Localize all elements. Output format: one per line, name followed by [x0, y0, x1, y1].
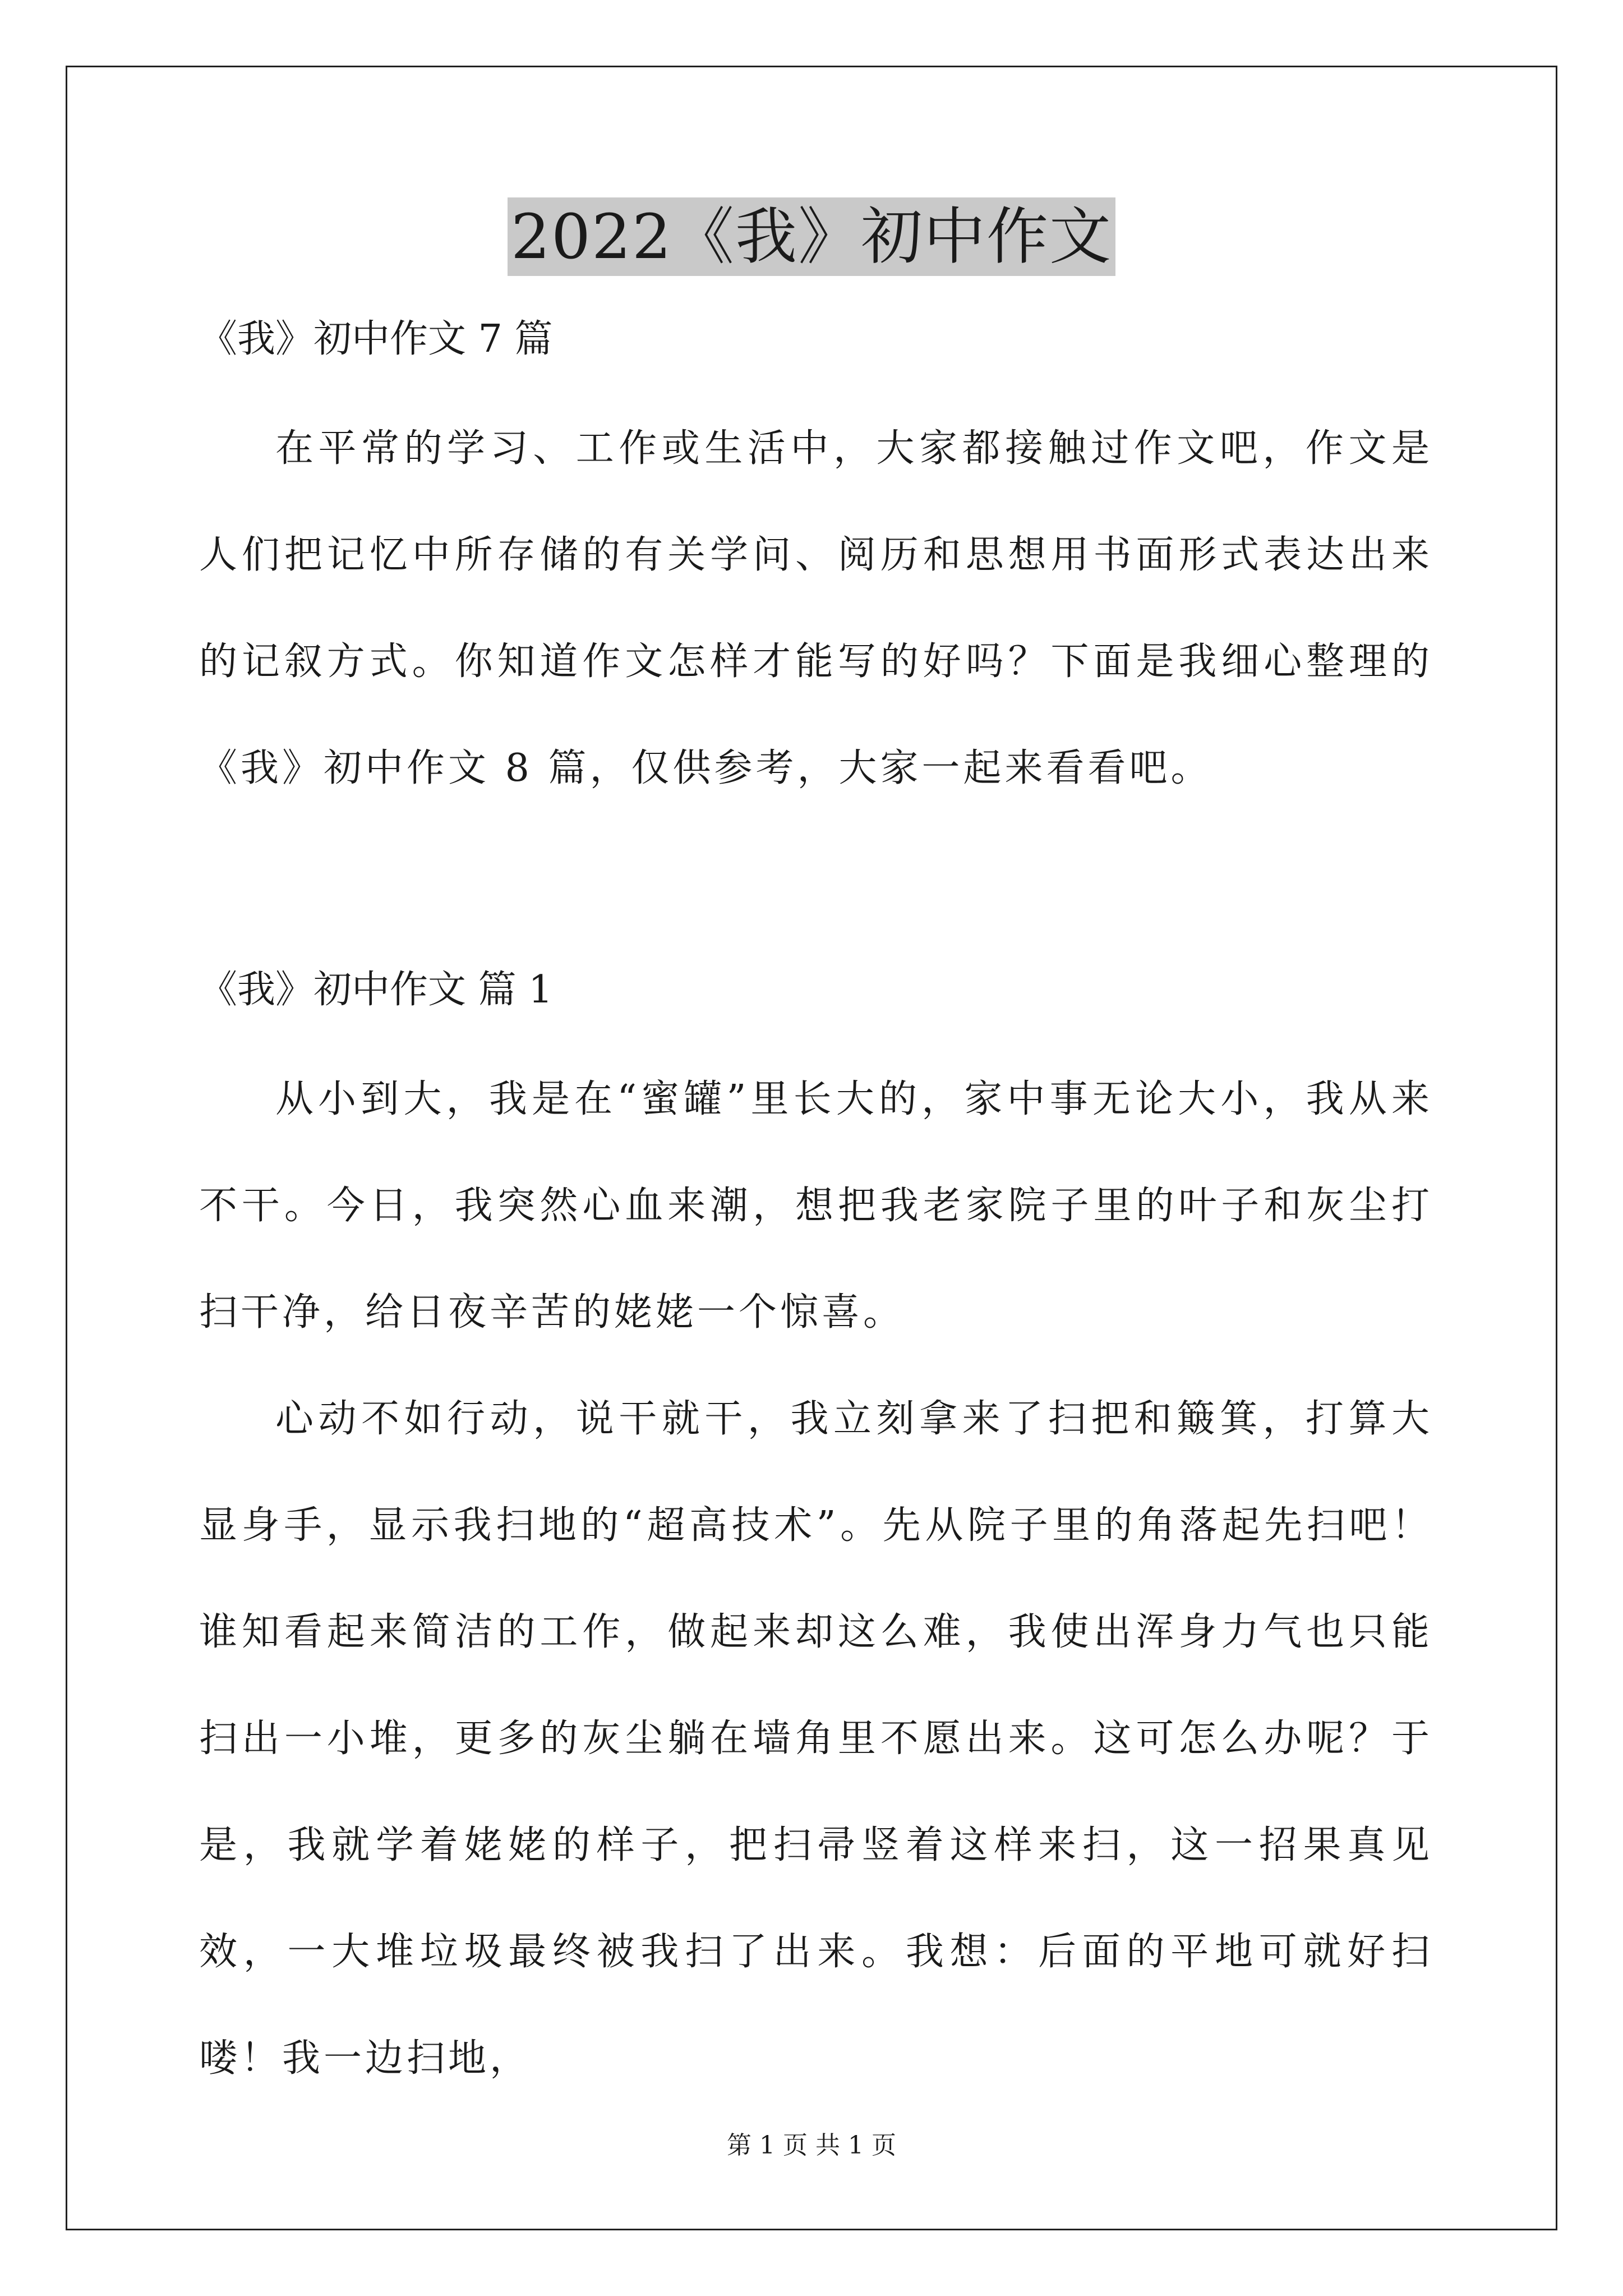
title-container	[0, 197, 1623, 276]
intro-paragraph: 在平常的学习、工作或生活中，大家都接触过作文吧，作文是人们把记忆中所存储的有关学问、阅历和思想用书面形式表达出来的记叙方式。你知道作文怎样才能写的好吗？下面是我细心整理的《我》初中作文 8 篇，仅供参考，大家一起来看看吧。	[199, 426, 1433, 790]
body-paragraph: 心动不如行动，说干就干，我立刻拿来了扫把和簸箕，打算大显身手，显示我扫地的“超高技术”。先从院子里的角落起先扫吧！谁知看起来简洁的工作，做起来却这么难，我使出浑身力气也只能扫出一小堆，更多的灰尘躺在墙角里不愿出来。这可怎么办呢？于是，我就学着姥姥的样子，把扫帚竖着这样来扫，这一招果真见效，一大堆垃圾最终被我扫了出来。我想：后面的平地可就好扫喽！我一边扫地，	[199, 1397, 1433, 2081]
document-title: 2022《我》初中作文	[508, 197, 1115, 276]
document-subtitle: 《我》初中作文 7 篇	[199, 317, 553, 361]
section-heading: 《我》初中作文 篇 1	[199, 968, 553, 1012]
body-paragraph: 从小到大，我是在“蜜罐”里长大的，家中事无论大小，我从来不干。今日，我突然心血来潮，想把我老家院子里的叶子和灰尘打扫干净，给日夜辛苦的姥姥一个惊喜。	[199, 1077, 1433, 1335]
section-spacer	[199, 822, 1433, 962]
document-body	[199, 311, 1433, 2112]
page-footer: 第 1 页 共 1 页	[727, 2131, 896, 2160]
